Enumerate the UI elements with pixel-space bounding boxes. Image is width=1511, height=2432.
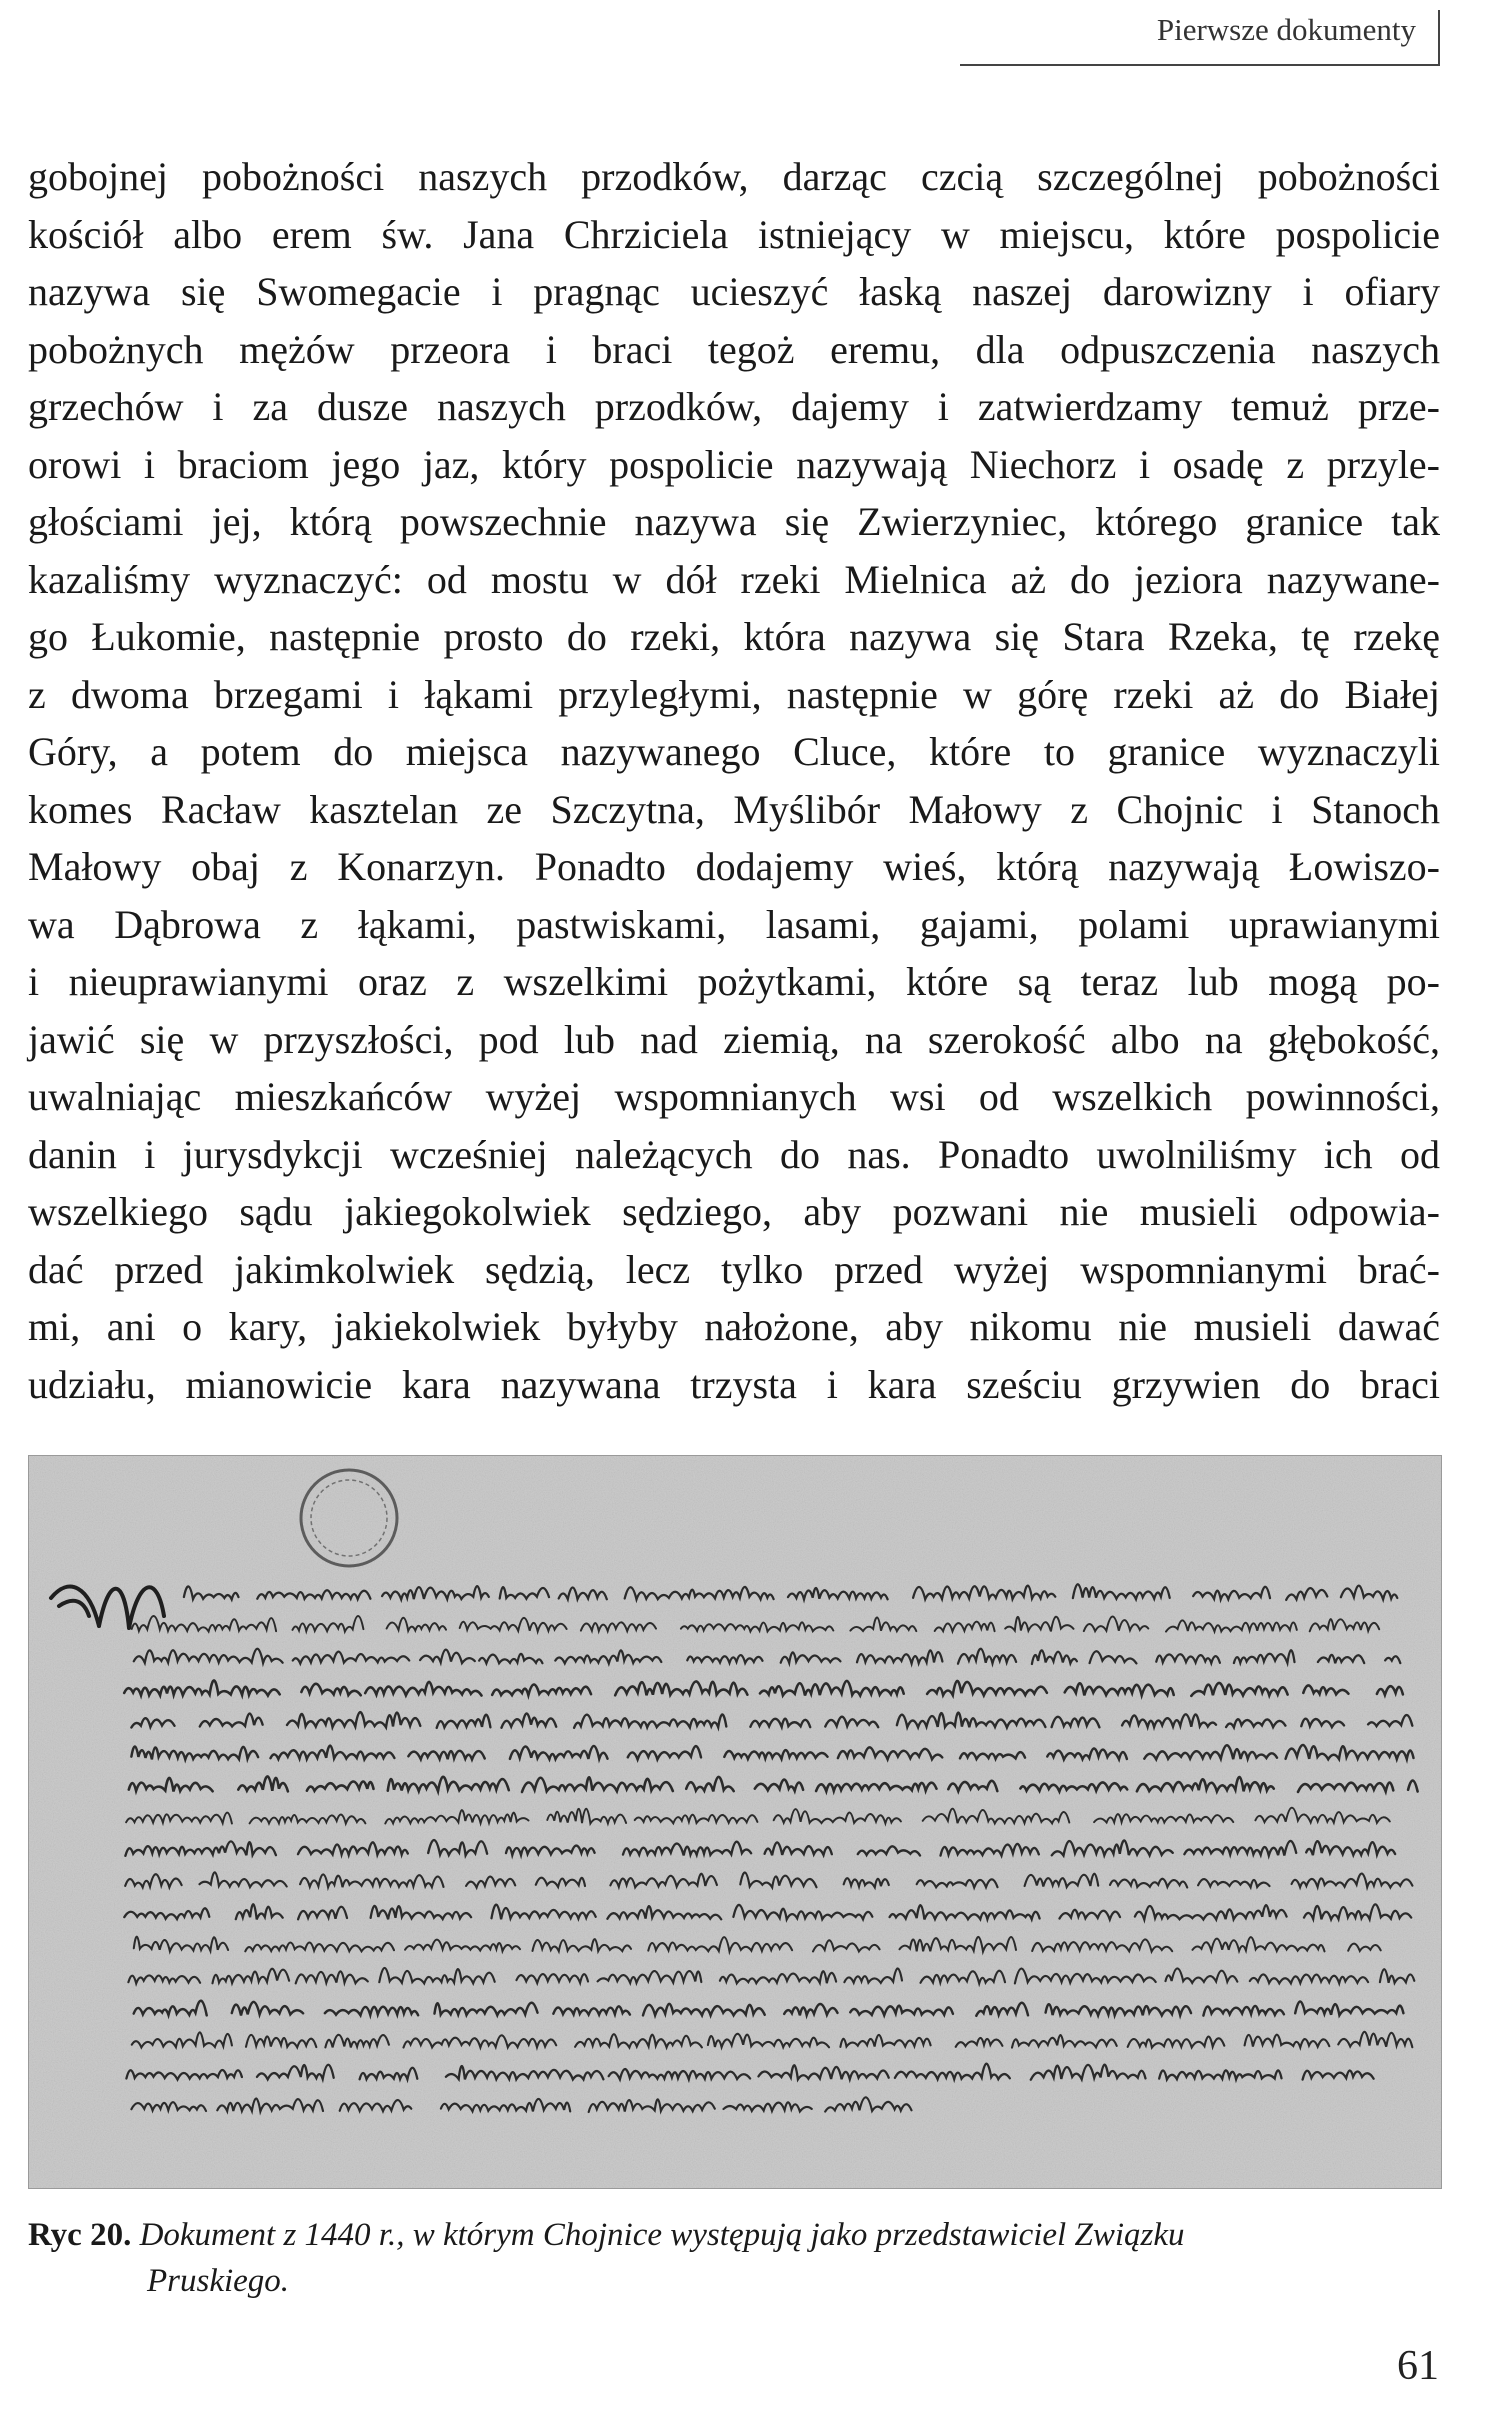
text-line: mi, ani o kary, jakiekolwiek byłyby nałożone, aby nikomu nie musieli dawać <box>28 1304 1440 1349</box>
figure-label: Ryc 20. <box>28 2217 132 2253</box>
body-text <box>28 148 1440 1413</box>
text-line: pobożnych mężów przeora i braci tegoż eremu, dla odpuszczenia naszych <box>28 326 1440 372</box>
text-line: gobojnej pobożności naszych przodków, darząc czcią szczególnej pobożności <box>28 154 1440 199</box>
figure-caption <box>28 2212 1448 2304</box>
text-line: Góry, a potem do miejsca nazywanego Cluce, które to granice wyznaczyli <box>28 729 1440 774</box>
text-line: nazywa się Swomegacie i pragnąc ucieszyć łaską naszej darowizny i ofiary <box>28 269 1440 314</box>
text-line: uwalniając mieszkańców wyżej wspomnianych wsi od wszelkich powinności, <box>28 1074 1440 1119</box>
text-line: Małowy obaj z Konarzyn. Ponadto dodajemy wieś, którą nazywają Łowiszo- <box>28 844 1440 889</box>
text-line: jawić się w przyszłości, pod lub nad ziemią, na szerokość albo na głębokość, <box>28 1016 1440 1062</box>
text-line: dać przed jakimkolwiek sędzią, lecz tylko przed wyżej wspomnianymi brać- <box>28 1246 1440 1292</box>
text-line: wa Dąbrowa z łąkami, pastwiskami, lasami, gajami, polami uprawianymi <box>28 901 1440 947</box>
caption-text: Dokument z 1440 r., w którym Chojnice występują jako przedstawiciel Związku <box>139 2217 1185 2253</box>
running-title: Pierwsze dokumenty <box>1156 12 1416 47</box>
text-line: głościami jej, którą powszechnie nazywa się Zwierzyniec, którego granice tak <box>28 499 1440 544</box>
running-header <box>960 10 1440 66</box>
text-line: grzechów i za dusze naszych przodków, dajemy i zatwierdzamy temuż prze- <box>28 384 1440 429</box>
text-line: wszelkiego sądu jakiegokolwiek sędziego, aby pozwani nie musieli odpowia- <box>28 1189 1440 1234</box>
page-number: 61 <box>1397 2343 1439 2389</box>
text-line: danin i jurysdykcji wcześniej należących do nas. Ponadto uwolniliśmy ich od <box>28 1131 1440 1177</box>
manuscript-image <box>28 1455 1442 2189</box>
text-line: orowi i braciom jego jaz, który pospolicie nazywają Niechorz i osadę z przyle- <box>28 441 1440 487</box>
caption-text-continued: Pruskiego. <box>147 2263 290 2299</box>
text-line: kazaliśmy wyznaczyć: od mostu w dół rzeki Mielnica aż do jeziora nazywane- <box>28 556 1440 602</box>
manuscript-illustration <box>29 1456 1441 2188</box>
text-line: kościół albo erem św. Jana Chrziciela istniejący w miejscu, które pospolicie <box>28 211 1440 257</box>
text-line: udziału, mianowicie kara nazywana trzysta i kara sześciu grzywien do braci <box>28 1361 1440 1407</box>
text-line: komes Racław kasztelan ze Szczytna, Myślibór Małowy z Chojnic i Stanoch <box>28 786 1440 832</box>
text-line: go Łukomie, następnie prosto do rzeki, która nazywa się Stara Rzeka, tę rzekę <box>28 614 1440 659</box>
text-line: z dwoma brzegami i łąkami przyległymi, następnie w górę rzeki aż do Białej <box>28 671 1440 717</box>
text-line: i nieuprawianymi oraz z wszelkimi pożytkami, które są teraz lub mogą po- <box>28 959 1440 1004</box>
